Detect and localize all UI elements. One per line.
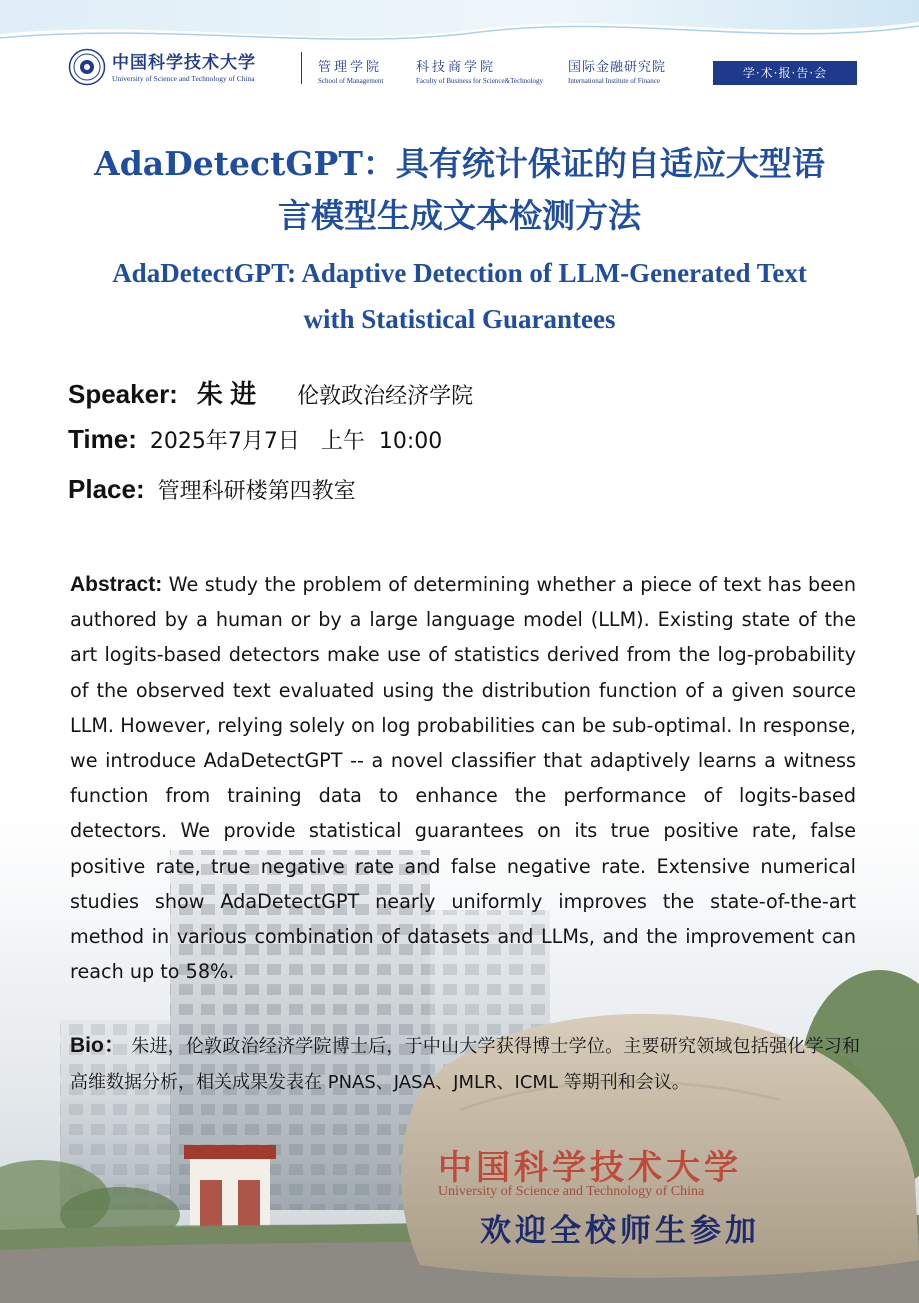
header-divider: [301, 52, 302, 84]
speaker-affiliation: 伦敦政治经济学院: [297, 384, 474, 409]
title-cn-line2: 言模型生成文本检测方法: [278, 196, 641, 235]
time-label: Time:: [68, 424, 137, 454]
school-finance-cn: 国际金融研究院: [568, 60, 667, 75]
time-line: [68, 424, 442, 455]
school-finance: [568, 56, 666, 85]
school-business-cn: 科技商学院: [416, 60, 497, 75]
ustc-seal-icon: [68, 48, 106, 86]
abstract-text: We study the problem of determining whether a piece of text has been authored by a human or by a large language model (LLM). Existing state of the art logits-based detectors make use of statistics derived from the log-probability of the observed text evaluated using the distribution function of a given source LLM. However, relying solely on log probabilities can be sub-optimal. In response, we introduce AdaDetectGPT -- a novel classifier that adaptively learns a witness function from training data to enhance the performance of logits-based detectors. We provide statistical guarantees on its true positive rate, false positive rate, true negative rate and false negative rate. Extensive numerical studies show AdaDetectGPT nearly uniformly improves the state-of-the-art method in various combination of datasets and LLMs, and the improvement can reach up to 58%.: [70, 573, 856, 984]
school-business-en: Faculty of Business for Science&Technology: [416, 77, 544, 85]
speaker-line: [68, 374, 473, 411]
bio-text: 朱进，伦敦政治经济学院博士后，于中山大学获得博士学位。主要研究领域包括强化学习和高维数据分析，相关成果发表在 PNAS、JASA、JMLR、ICML 等期刊和会议。: [70, 1036, 860, 1093]
bio-label: Bio：: [70, 1034, 126, 1057]
lecture-badge: 学·术·报·告·会: [713, 61, 857, 85]
school-management-cn: 管理学院: [318, 60, 383, 75]
school-finance-en: International Institute of Finance: [568, 77, 660, 85]
title-en-line2: with Statistical Guarantees: [303, 304, 616, 334]
school-management-en: School of Management: [318, 77, 384, 85]
title-cn: [40, 138, 879, 242]
abstract: [70, 567, 856, 989]
school-business: [416, 56, 543, 85]
rock-inscription-en: University of Science and Technology of China: [438, 1184, 705, 1199]
school-management: [318, 56, 383, 85]
title-en: [40, 250, 879, 342]
welcome-text: 欢迎全校师生参加: [480, 1213, 760, 1249]
title-en-line1: AdaDetectGPT: Adaptive Detection of LLM-Generated Text: [112, 258, 807, 288]
header: [68, 44, 858, 90]
ustc-name-cn: 中国科学技术大学: [112, 53, 256, 73]
place-label: Place:: [68, 474, 145, 504]
place-value: 管理科研楼第四教室: [157, 479, 356, 504]
ustc-name-en: University of Science and Technology of China: [112, 74, 255, 83]
rock-inscription-cn: 中国科学技术大学: [438, 1148, 742, 1188]
place-line: [68, 474, 356, 505]
title-cn-line1: AdaDetectGPT：具有统计保证的自适应大型语: [94, 144, 825, 183]
time-value: 2025年7月7日 上午 10:00: [149, 429, 443, 454]
speaker-label: Speaker:: [68, 379, 178, 409]
abstract-label: Abstract:: [70, 573, 163, 596]
speaker-name: 朱 进: [196, 379, 257, 409]
bio: [70, 1028, 860, 1101]
